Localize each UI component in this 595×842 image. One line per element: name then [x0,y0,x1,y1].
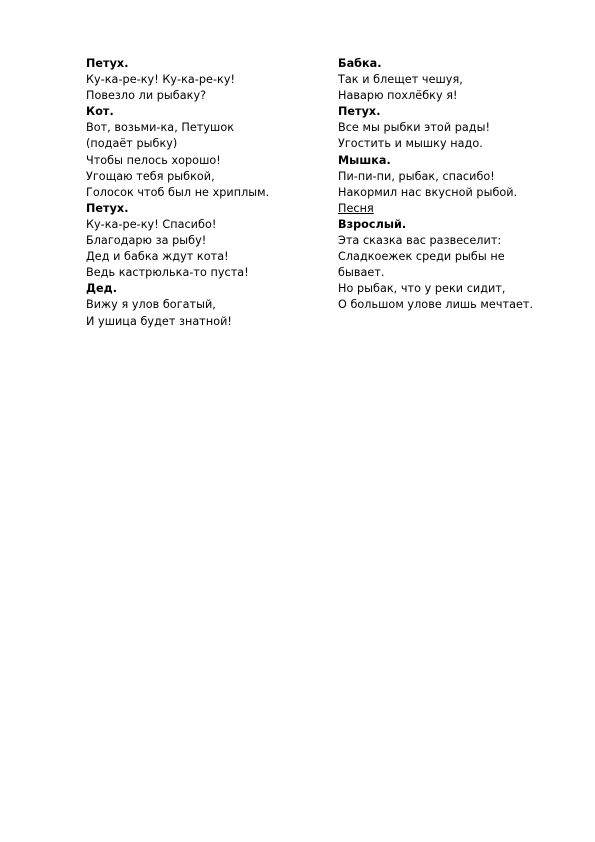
left-text-line: Вижу я улов богатый, [86,298,216,312]
left-text-line: Повезло ли рыбаку? [86,89,207,103]
left-text-line: Вот, возьми-ка, Петушок [86,121,235,135]
right-speaker-name: Петух. [338,105,381,119]
right-text-line: Сладкоежек среди рыбы не [338,250,505,264]
left-text-line: Благодарю за рыбу! [86,234,207,248]
right-text-line: Эта сказка вас развеселит: [338,234,502,248]
left-text-line: Угощаю тебя рыбкой, [86,169,215,183]
right-speaker-name: Мышка. [338,153,391,167]
left-speaker-name: Петух. [86,57,129,70]
left-text-line: Ку-ка-ре-ку! Ку-ка-ре-ку! [86,73,236,87]
right-section-label: Песня [338,201,374,215]
right-text-line: Пи-пи-пи, рыбак, спасибо! [338,169,495,183]
right-text-line: Наварю похлёбку я! [338,89,458,103]
left-text-line: Чтобы пелось хорошо! [86,153,221,167]
right-text-line: О большом улове лишь мечтает. [338,298,534,312]
left-speaker-name: Кот. [86,105,114,119]
left-text-line: И ушица будет знатной! [86,314,232,328]
right-text-line: бывает. [338,266,385,280]
left-text-line: Ку-ка-ре-ку! Спасибо! [86,217,217,231]
left-speaker-name: Дед. [86,282,118,296]
left-speaker-name: Петух. [86,201,129,215]
right-text-line: Угостить и мышку надо. [338,137,483,151]
left-text-line: Дед и бабка ждут кота! [86,250,229,264]
left-text-line: Голосок чтоб был не хриплым. [86,185,270,199]
left-column [86,56,296,330]
left-text-line: Ведь кастрюлька-то пуста! [86,266,249,280]
right-column [338,56,553,314]
right-text-line: Накормил нас вкусной рыбой. [338,185,518,199]
right-text-line: Все мы рыбки этой рады! [338,121,491,135]
right-text-line: Но рыбак, что у реки сидит, [338,282,506,296]
right-speaker-name: Бабка. [338,57,382,70]
left-text-line: (подаёт рыбку) [86,137,178,151]
right-speaker-name: Взрослый. [338,217,407,231]
right-text-line: Так и блещет чешуя, [338,73,463,87]
